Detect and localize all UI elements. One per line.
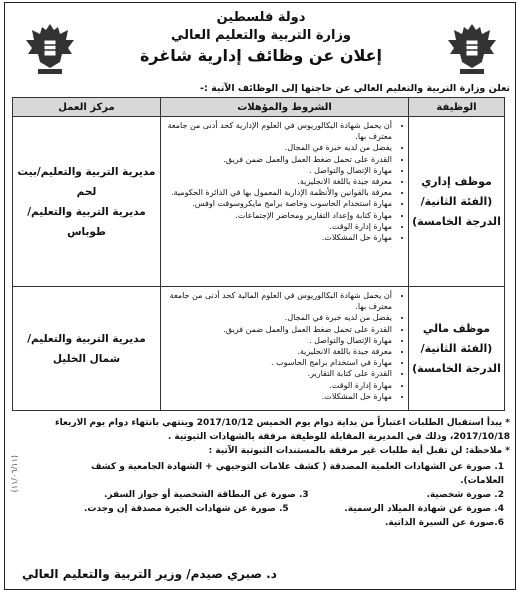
workplace-name: مديرية التربية والتعليم/ (27, 332, 146, 345)
requirements-cell (161, 287, 409, 411)
table-header-row (13, 98, 505, 117)
requirement-item: • يفضل من لديه خبرة في المجال. (165, 142, 392, 153)
job-title: موظف إداري (421, 174, 492, 188)
requirements-list (165, 120, 402, 243)
requirement-item: • أن يحمل شهادة البكالوريوس في العلوم المالية كحد أدنى من جامعة معترف بها. (165, 290, 392, 312)
header-workplace: مركز العمل (13, 98, 161, 117)
workplace-cell (13, 117, 161, 287)
requirement-item: • مهارة استخدام الحاسوب وخاصة برامج مايكروسوفت اوفس. (165, 198, 392, 209)
requirements-list (165, 290, 402, 402)
workplace-cell (13, 287, 161, 411)
job-grade: الدرجة الخامسة) (412, 361, 501, 375)
requirement-item: • مهارة إدارة الوقت. (165, 221, 392, 232)
requirement-item: • القدرة على تحمل ضغط العمل والعمل ضمن فريق. (165, 154, 392, 165)
document-item: 6.صورة عن السيرة الذاتية. (384, 518, 504, 528)
documents-list (44, 460, 504, 530)
requirement-item: • مهارة في استخدام برامج الحاسوب . (165, 357, 392, 368)
workplace-name: شمال الخليل (52, 352, 121, 365)
table-row (13, 287, 505, 411)
workplace-name: مديرية التربية والتعليم/بيت لحم (17, 165, 156, 198)
announcement-title: إعلان عن وظائف إدارية شاغرة (139, 46, 383, 65)
requirement-item: • القدرة على كتابة التقارير. (165, 368, 392, 379)
document-item: 1. صورة عن الشهادات العلمية المصدقة ( كشف علامات التوجيهي + الشهادة الجامعية و كشف العلامات). (90, 462, 504, 486)
signature: د. صبري صيدم/ وزير التربية والتعليم العالي (22, 567, 277, 581)
requirement-item: • معرفة جيدة باللغة الانجليزية. (165, 176, 392, 187)
header-job: الوظيفة (409, 98, 505, 117)
requirement-item: • معرفة جيدة باللغة الانجليزية. (165, 346, 392, 357)
document-item: 5. صورة عن شهادات الخبرة مصدقة إن وجدت. (84, 504, 289, 514)
requirement-item: • أن يحمل شهادة البكالوريوس في العلوم الإدارية كحد أدنى من جامعة معترف بها. (165, 120, 392, 142)
requirements-cell (161, 117, 409, 287)
ministry-name: وزارة التربية والتعليم العالي (170, 28, 352, 43)
job-category: (الفئة الثانية/ (420, 341, 493, 355)
requirement-item: • مهارة حل المشكلات. (165, 391, 392, 402)
requirement-item: • القدرة على تحمل ضغط العمل والعمل ضمن فريق. (165, 324, 392, 335)
requirement-item: • يفضل من لديه خبرة في المجال. (165, 312, 392, 323)
job-title-cell (409, 287, 505, 411)
job-category: (الفئة الثانية/ (420, 194, 493, 208)
requirement-item: • معرفة بالقوانين والأنظمة الإدارية المعمول بها في الدائرة الحكومية. (165, 187, 392, 198)
header-requirements: الشروط والمؤهلات (161, 98, 409, 117)
job-title: موظف مالي (422, 321, 491, 335)
palestine-eagle-emblem-icon (22, 18, 78, 78)
intro-text: تعلن وزارة التربية والتعليم العالي عن حاجتها إلى الوظائف الآتية :- (200, 83, 510, 94)
side-stamp: (١١/٠٦/١١) (10, 455, 19, 493)
requirement-item: • مهارة الإتصال والتواصل . (165, 165, 392, 176)
requirement-item: • مهارة حل المشكلات. (165, 232, 392, 243)
requirement-item: • مهارة الإتصال والتواصل . (165, 335, 392, 346)
application-period-note: * يبدأ استقبال الطلبات اعتباراً من بداية دوام يوم الخميس 2017/10/12 وينتهي بانتهاء دوام يوم الاربعاء 2017/10/18، وذلك في المديرية المقابلة للوظيفة مرفقة بالشهادات الثبوتية . (55, 418, 510, 442)
job-title-cell (409, 117, 505, 287)
workplace-name: مديرية التربية والتعليم/طوباس (27, 205, 146, 238)
document-item: 2. صورة شخصية. (426, 490, 504, 500)
job-grade: الدرجة الخامسة) (412, 214, 501, 228)
state-name: دولة فلسطين (216, 10, 306, 25)
table-row (13, 117, 505, 287)
requirement-item: • مهارة إدارة الوقت. (165, 380, 392, 391)
required-documents-note: * ملاحظة: لن تقبل أية طلبات غير مرفقة بالمستندات الثبوتية الآتية : (208, 446, 510, 456)
notes-section (14, 416, 510, 458)
requirement-item: • مهارة كتابة وإعداد التقارير ومحاضر الإجتماعات. (165, 210, 392, 221)
document-item: 4. صورة عن شهادة الميلاد الرسمية. (344, 504, 504, 514)
document-item: 3. صورة عن البطاقة الشخصية أو جواز السفر. (104, 490, 309, 500)
jobs-table (12, 97, 505, 411)
palestine-eagle-emblem-icon (444, 18, 500, 78)
